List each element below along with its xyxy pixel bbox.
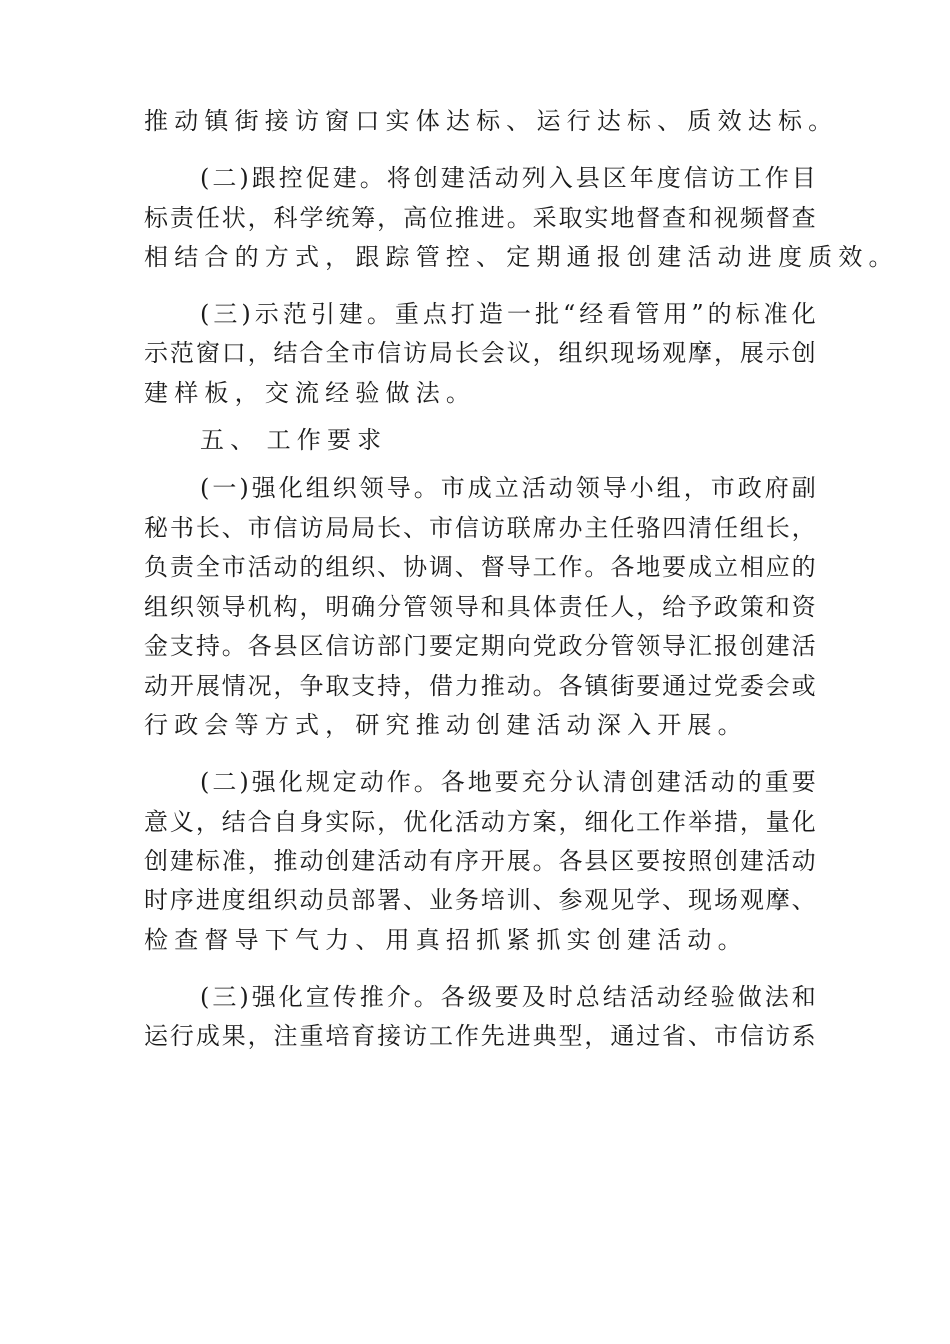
text-line: ( 三 ) 示 范 引 建 。 重 点 打 造 一 批 “ 经 看 管 用 ” 的 标 准 化: [200, 300, 816, 328]
text-line: 五 、 工 作 要 求: [200, 426, 382, 454]
text-line: ( 三 ) 强 化 宣 传 推 介 。 各 级 要 及 时 总 结 活 动 经 验 做 法 和: [200, 983, 816, 1011]
text-line: 检 查 督 导 下 气 力 、 用 真 招 抓 紧 抓 实 创 建 活 动 。: [144, 926, 742, 954]
text-line: 创 建 标 准 ， 推 动 创 建 活 动 有 序 开 展 。 各 县 区 要 按 照 创 建 活 动: [144, 847, 816, 875]
text-line: 金 支 持 。 各 县 区 信 访 部 门 要 定 期 向 党 政 分 管 领 导 汇 报 创 建 活: [144, 632, 816, 660]
text-line: ( 一 ) 强 化 组 织 领 导 。 市 成 立 活 动 领 导 小 组 ， 市 政 府 副: [200, 474, 816, 502]
text-line: 组 织 领 导 机 构 ， 明 确 分 管 领 导 和 具 体 责 任 人 ， 给 予 政 策 和 资: [144, 593, 816, 621]
text-line: 时 序 进 度 组 织 动 员 部 署 、 业 务 培 训 、 参 观 见 学 、 现 场 观 摩 、: [144, 886, 816, 914]
text-line: 建 样 板 ， 交 流 经 验 做 法 。: [144, 379, 470, 407]
text-line: 运 行 成 果 ， 注 重 培 育 接 访 工 作 先 进 典 型 ， 通 过 省 、 市 信 访 系: [144, 1022, 816, 1050]
text-line: 示 范 窗 口 ， 结 合 全 市 信 访 局 长 会 议 ， 组 织 现 场 观 摩 ， 展 示 创: [144, 339, 816, 367]
text-line: 负 责 全 市 活 动 的 组 织 、 协 调 、 督 导 工 作 。 各 地 要 成 立 相 应 的: [144, 553, 816, 581]
text-line: 相 结 合 的 方 式 ， 跟 踪 管 控 、 定 期 通 报 创 建 活 动 进 度 质 效 。: [144, 243, 893, 271]
text-line: 秘 书 长 、 市 信 访 局 局 长 、 市 信 访 联 席 办 主 任 骆 四 清 任 组 长 ，: [144, 514, 816, 542]
text-line: ( 二 ) 强 化 规 定 动 作 。 各 地 要 充 分 认 清 创 建 活 动 的 重 要: [200, 768, 816, 796]
text-line: 行 政 会 等 方 式 ， 研 究 推 动 创 建 活 动 深 入 开 展 。: [144, 711, 742, 739]
text-line: 推 动 镇 街 接 访 窗 口 实 体 达 标 、 运 行 达 标 、 质 效 达 标 。: [144, 107, 833, 135]
text-line: ( 二 ) 跟 控 促 建 。 将 创 建 活 动 列 入 县 区 年 度 信 访 工 作 目: [200, 164, 816, 192]
text-line: 标 责 任 状 ， 科 学 统 筹 ， 高 位 推 进 。 采 取 实 地 督 查 和 视 频 督 查: [144, 204, 816, 232]
text-line: 动 开 展 情 况 ， 争 取 支 持 ， 借 力 推 动 。 各 镇 街 要 通 过 党 委 会 或: [144, 672, 816, 700]
text-line: 意 义 ， 结 合 自 身 实 际 ， 优 化 活 动 方 案 ， 细 化 工 作 举 措 ， 量 化: [144, 808, 816, 836]
